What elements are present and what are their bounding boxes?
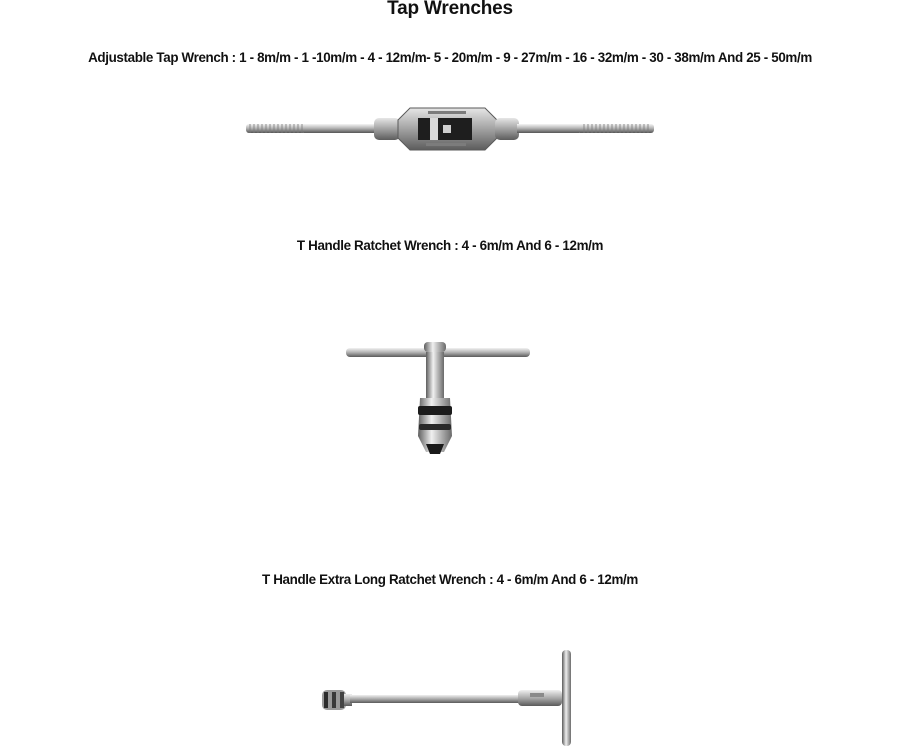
t-handle-ratchet-wrench-image xyxy=(340,336,535,462)
product-caption-t-handle-ratchet-wrench: T Handle Ratchet Wrench : 4 - 6m/m And 6 - 12m/m xyxy=(296,238,604,253)
product-caption-adjustable-tap-wrench: Adjustable Tap Wrench : 1 - 8m/m - 1 -10m/m - 4 - 12m/m- 5 - 20m/m - 9 - 27m/m - 16 - 32m/m - 30 - 38m/m And 25 - 50m/m xyxy=(88,50,812,65)
t-handle-extra-long-ratchet-wrench-image xyxy=(318,646,582,750)
page-title: Tap Wrenches xyxy=(387,0,513,19)
product-caption-t-handle-extra-long-ratchet-wrench: T Handle Extra Long Ratchet Wrench : 4 - 6m/m And 6 - 12m/m xyxy=(262,572,638,587)
adjustable-tap-wrench-image xyxy=(240,100,660,160)
